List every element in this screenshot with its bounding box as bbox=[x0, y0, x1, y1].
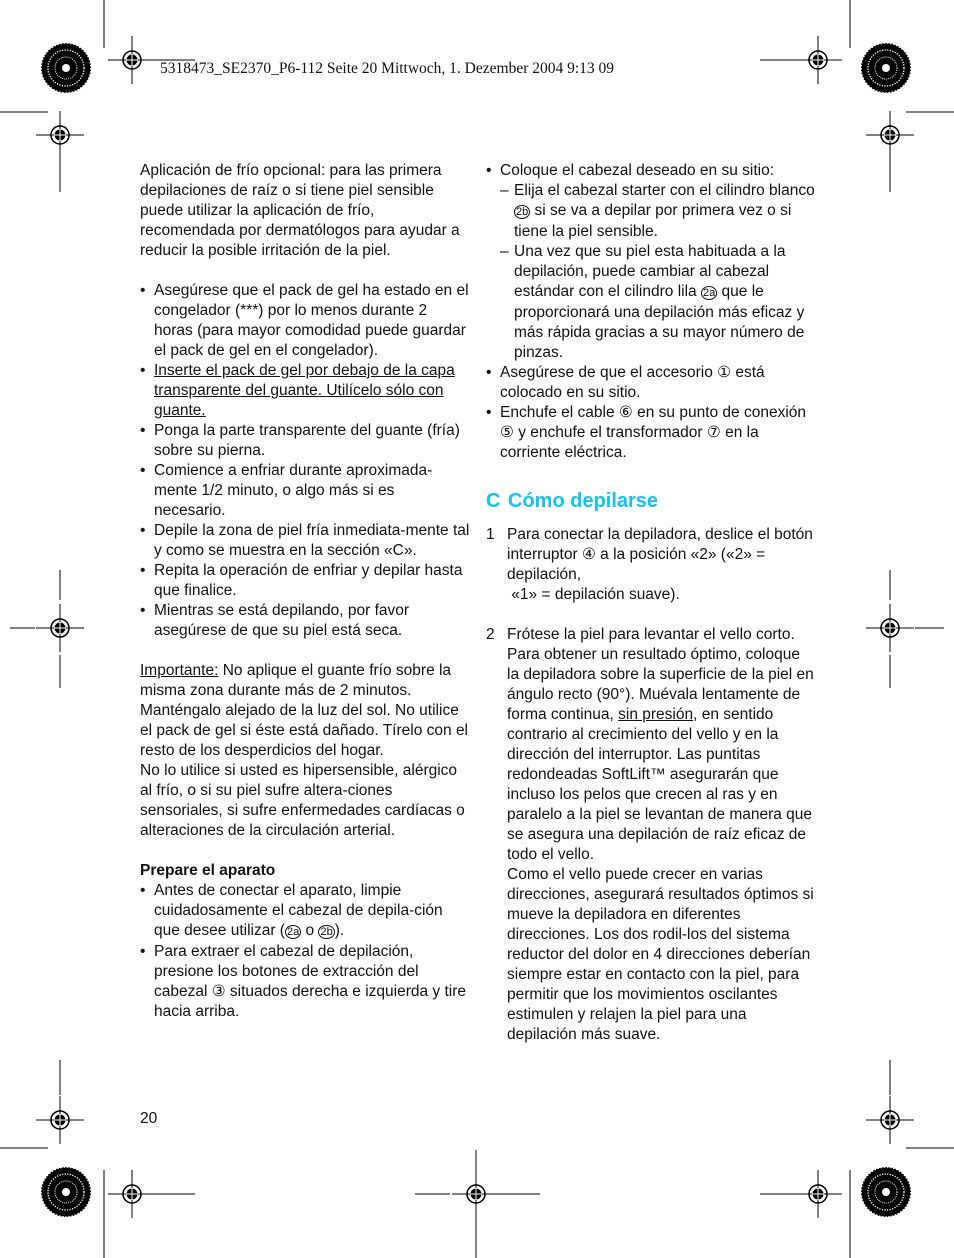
bullet-clean-head: • Antes de conectar el aparato, limpie cuidadosamente el cabezal de depila-ción que desee utilizar ( 2a o 2b ). bbox=[140, 881, 470, 942]
ref-2a-icon: 2a bbox=[286, 926, 300, 938]
bullet-place-head: • Coloque el cabezal deseado en su sitio: bbox=[486, 161, 816, 181]
step-2 bbox=[486, 625, 816, 1045]
important-note bbox=[140, 661, 470, 761]
underlined-no-pressure: sin presión bbox=[618, 706, 694, 723]
section-letter: C bbox=[486, 490, 501, 512]
bullet-epilate-cooled: • Depile la zona de piel fría inmediata-mente tal y como se muestra en la sección «C». bbox=[140, 521, 470, 561]
bullet-repeat: • Repita la operación de enfriar y depilar hasta que finalice. bbox=[140, 561, 470, 601]
section-title: Cómo depilarse bbox=[508, 490, 659, 512]
ref-2b-icon: 2b bbox=[516, 206, 529, 218]
dash-starter-head: – Elija el cabezal starter con el cilindro blanco 2b si se va a depilar por primera vez o si tiene la piel sensible. bbox=[486, 181, 816, 242]
cold-application-intro: Aplicación de frío opcional: para las primera depilaciones de raíz o si tiene piel sensible puede utilizar la aplicación de frío, recomendada por dermatólogos para ayudar a reducir la posible irritación de la piel. bbox=[140, 162, 460, 259]
bullet-cool-time: • Comience a enfriar durante aproximada-mente 1/2 minuto, o algo más si es necesario. bbox=[140, 461, 470, 521]
step-number: 1 bbox=[486, 526, 495, 543]
important-label: Importante: bbox=[140, 662, 219, 679]
bullet-glove-leg: • Ponga la parte transparente del guante (fría) sobre su pierna. bbox=[140, 421, 470, 461]
ref-2a-icon: 2a bbox=[702, 287, 716, 299]
print-header: 5318473_SE2370_P6-112 Seite 20 Mittwoch, 1. Dezember 2004 9:13 09 bbox=[160, 60, 615, 77]
ref-2b-icon: 2b bbox=[320, 926, 333, 938]
step-1 bbox=[486, 525, 816, 605]
step-number: 2 bbox=[486, 626, 495, 643]
prepare-heading: Prepare el aparato bbox=[140, 862, 276, 879]
bullet-plug-in: • Enchufe el cable ⑥ en su punto de conexión ⑤ y enchufe el transformador ⑦ en la corriente eléctrica. bbox=[486, 403, 816, 463]
bullet-remove-head: • Para extraer el cabezal de depilación, presione los botones de extracción del cabezal ③ situados derecha e izquierda y tire hacia arriba. bbox=[140, 942, 470, 1022]
step-1-text: Para conectar la depiladora, deslice el botón interruptor ④ a la posición «2» («2» = depilación, bbox=[507, 526, 813, 583]
contraindications: No lo utilice si usted es hipersensible, alérgico al frío, o si su piel sufre altera-ciones sensoriales, si sufre enfermedades cardíacas o alteraciones de la circulación arterial. bbox=[140, 762, 465, 839]
step-2-text: Frótese la piel para levantar el vello corto. Para obtener un resultado óptimo, coloque la depiladora sobre la superficie de la piel en ángulo recto (90°). Muévala lentamente de forma continua, sin presión, en sentido contrario al crecimiento del vello y en la dirección del interruptor. Las puntitas redondeadas SoftLift™ asegurarán que incluso los pelos que crecen al ras y en paralelo a la piel se levantan de manera que se asegura una depilación de raíz eficaz de todo el vello. bbox=[507, 626, 814, 863]
bullet-accessory: • Asegúrese de que el accesorio ① está colocado en su sitio. bbox=[486, 363, 816, 403]
dash-standard-head: – Una vez que su piel esta habituada a la depilación, puede cambiar al cabezal estándar con el cilindro lila 2a que le proporcionará una depilación más eficaz y más rápida gracias a su mayor número de pinzas. bbox=[486, 242, 816, 363]
section-c-heading bbox=[486, 489, 816, 513]
bullet-dry-skin: • Mientras se está depilando, por favor asegúrese de que su piel está seca. bbox=[140, 601, 470, 641]
bullet-gel-freezer: • Asegúrese que el pack de gel ha estado en el congelador (***) por lo menos durante 2 horas (para mayor comodidad puede guardar el pack de gel en el congelador). bbox=[140, 281, 470, 361]
left-column bbox=[140, 161, 470, 1022]
step-1-text-cont: «1» = depilación suave). bbox=[507, 586, 680, 603]
underlined-instruction: Inserte el pack de gel por debajo de la capa transparente del guante. Utilícelo sólo con guante. bbox=[154, 362, 455, 419]
bullet-insert-gel bbox=[140, 361, 470, 421]
right-column bbox=[486, 161, 816, 1045]
step-2-text-directions: Como el vello puede crecer en varias direcciones, asegurará resultados óptimos si mueve la depiladora en diferentes direcciones. Los dos rodil-los del sistema reductor del dolor en 4 direcciones deberían siempre estar en contacto con la piel, para permitir que los movimientos oscilantes estimulen y relajen la piel para una depilación más suave. bbox=[507, 866, 814, 1043]
page-number: 20 bbox=[140, 1110, 158, 1127]
important-text: No aplique el guante frío sobre la misma zona durante más de 2 minutos. Manténgalo alejado de la luz del sol. No utilice el pack de gel si éste está dañado. Tírelo con el resto de los desperdicios del hogar. bbox=[140, 662, 469, 759]
